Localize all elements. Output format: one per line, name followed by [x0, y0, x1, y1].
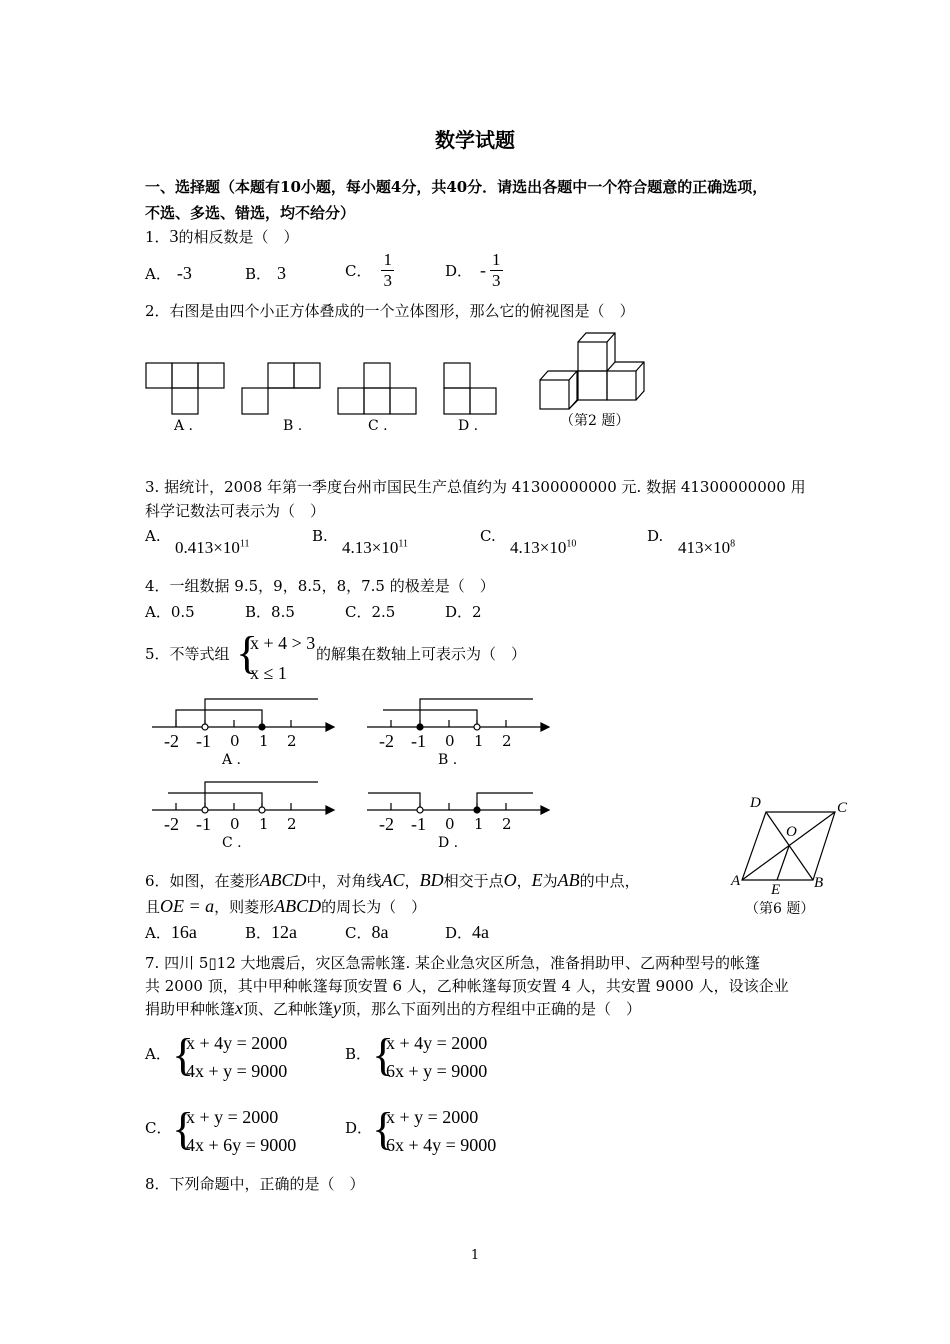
q6-label-C: C [837, 800, 848, 816]
q2-caption: （第2 题） [560, 413, 630, 429]
q5-c-tick-1: 1 [259, 815, 269, 833]
q1-option-c: C． $\frac{1}{3}$ [345, 250, 392, 290]
q2-label-a: A . [174, 418, 194, 434]
q5-a-tick-1: 1 [259, 732, 269, 750]
q5-b-tick-0: 0 [445, 732, 455, 750]
question-7-line3: 捐助甲种帐篷x顶、乙种帐篷y顶，那么下面列出的方程组中正确的是（ ） [145, 998, 642, 1018]
q1-option-b: B． 3 [245, 263, 287, 283]
q7-option-b-eq2: 6x + y = 9000 [386, 1061, 488, 1081]
question-8: 8．下列命题中，正确的是（ ） [145, 1175, 365, 1193]
question-5-pre: 5．不等式组 [145, 645, 230, 663]
q5-a-tick-neg2: -2 [164, 731, 179, 751]
q1-number: 1． [145, 228, 170, 246]
q7-option-b-label: B． [345, 1045, 372, 1063]
q7-option-b-eq1: x + 4y = 2000 [386, 1033, 488, 1053]
q3-option-b: $4.13\times 10^{11}$ [342, 538, 408, 557]
q5-a-tick-0: 0 [230, 732, 240, 750]
question-4: 4．一组数据 9.5，9，8.5，8，7.5 的极差是（ ） [145, 577, 495, 595]
q6-label-B: B [814, 875, 824, 891]
q3-option-a-label: A. [145, 527, 161, 545]
q7-option-b-brace: { [372, 1029, 395, 1080]
q3-option-b-label: B. [312, 527, 328, 545]
q7-option-a-eq1: x + 4y = 2000 [186, 1033, 288, 1053]
q1-value: 3 [169, 226, 179, 246]
question-7-line1: 7. 四川 5▯12 大地震后，灾区急需帐篷. 某企业急灾区所急，准备捐助甲、乙两种型号的帐篷 [145, 954, 761, 972]
q5-a-tick-2: 2 [287, 732, 297, 750]
q7-option-d-brace: { [372, 1103, 395, 1154]
q3-option-d: $413\times 10^8$ [678, 538, 736, 557]
q3-option-c: $4.13\times 10^{10}$ [510, 538, 577, 557]
q5-c-tick-0: 0 [230, 815, 240, 833]
q5-a-tick-neg1: -1 [196, 731, 211, 751]
question-7-line2: 共 2000 顶，其中甲种帐篷每顶安置 6 人，乙种帐篷每顶安置 4 人，共安置 9000 人，设该企业 [145, 977, 789, 995]
question-2: 2．右图是由四个小正方体叠成的一个立体图形，那么它的俯视图是（ ） [145, 302, 635, 320]
q5-b-tick-neg1: -1 [411, 731, 426, 751]
section-heading-line1: 一、选择题（本题有10小题，每小题4分，共40分．请选出各题中一个符合题意的正确选项， [145, 178, 768, 196]
q5-label-c: C . [222, 835, 242, 851]
q5-b-tick-1: 1 [474, 732, 484, 750]
q7-option-a-brace: { [172, 1029, 195, 1080]
question-3-line1: 3. 据统计，2008 年第一季度台州市国民生产总值约为 41300000000 元. 数据 41300000000 用 [145, 478, 806, 496]
q7-option-d-eq2: 6x + 4y = 9000 [386, 1135, 497, 1155]
q6-option-b: B．12a [245, 922, 298, 942]
q6-label-O: O [786, 824, 797, 840]
q3-option-d-label: D. [647, 527, 664, 545]
q7-option-d-label: D． [345, 1119, 373, 1137]
q4-option-c: C．2.5 [345, 603, 396, 621]
section-heading-line2: 不选、多选、错选，均不给分） [145, 204, 356, 222]
q3-option-c-label: C. [480, 527, 496, 545]
q2-label-c: C . [368, 418, 388, 434]
q5-d-tick-neg2: -2 [379, 814, 394, 834]
q1-option-d: D． - $\frac{1}{3}$ [445, 250, 501, 290]
q5-d-tick-1: 1 [474, 815, 484, 833]
q5-inequality-1: x + 4 > 3 [250, 633, 316, 653]
q7-option-c-eq2: 4x + 6y = 9000 [186, 1135, 297, 1155]
question-6-line2: 且OE = a，则菱形ABCD的周长为（ ） [145, 896, 427, 916]
q4-option-b: B．8.5 [245, 603, 295, 621]
q2-label-d: D . [458, 418, 479, 434]
q1-option-a: A． -3 [145, 263, 192, 283]
q1-text: 的相反数是（ ） [178, 228, 299, 246]
q5-b-tick-2: 2 [502, 732, 512, 750]
q5-label-d: D . [438, 835, 459, 851]
q6-option-c: C．8a [345, 922, 389, 942]
q5-inequality-2: x ≤ 1 [250, 663, 287, 683]
q7-option-c-label: C． [145, 1119, 172, 1137]
q5-d-tick-neg1: -1 [411, 814, 426, 834]
q6-option-a: A．16a [145, 922, 197, 942]
q5-d-tick-0: 0 [445, 815, 455, 833]
question-3-line2: 科学记数法可表示为（ ） [145, 502, 326, 520]
q4-option-d: D．2 [445, 603, 482, 621]
page-number: 1 [470, 1248, 480, 1263]
q6-label-E: E [771, 882, 781, 898]
q5-label-b: B . [438, 752, 458, 768]
q6-option-d: D．4a [445, 922, 490, 942]
page-title: 数学试题 [435, 128, 515, 152]
q5-c-tick-neg1: -1 [196, 814, 211, 834]
question-5-post: 的解集在数轴上可表示为（ ） [316, 645, 527, 663]
q6-label-D: D [750, 795, 761, 811]
q6-caption: （第6 题） [745, 901, 815, 917]
q5-b-tick-neg2: -2 [379, 731, 394, 751]
q7-option-c-eq1: x + y = 2000 [186, 1107, 279, 1127]
q7-option-d-eq1: x + y = 2000 [386, 1107, 479, 1127]
q7-option-c-brace: { [172, 1103, 195, 1154]
q4-option-a: A．0.5 [145, 603, 195, 621]
q7-option-a-eq2: 4x + y = 9000 [186, 1061, 288, 1081]
q6-label-A: A [731, 873, 741, 889]
q5-c-tick-neg2: -2 [164, 814, 179, 834]
q5-label-a: A . [222, 752, 242, 768]
q5-brace: { [236, 627, 259, 678]
q5-c-tick-2: 2 [287, 815, 297, 833]
q7-option-a-label: A． [145, 1045, 171, 1063]
q2-label-b: B . [283, 418, 303, 434]
q3-option-a: $0.413\times 10^{11}$ [175, 538, 250, 557]
question-6-line1: 6．如图，在菱形ABCD中，对角线AC，BD相交于点O，E为AB的中点， [145, 870, 640, 890]
q5-d-tick-2: 2 [502, 815, 512, 833]
